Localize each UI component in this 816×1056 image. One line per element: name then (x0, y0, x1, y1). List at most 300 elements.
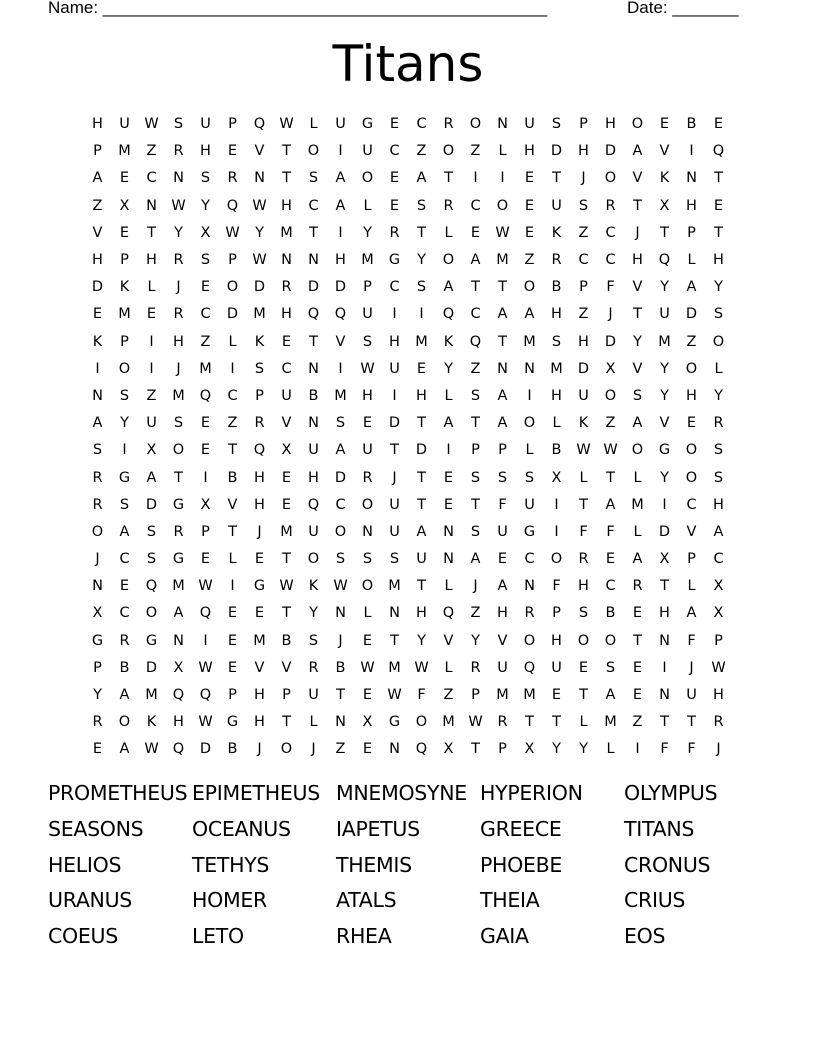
grid-letter: J (257, 523, 262, 540)
grid-letter: M (442, 714, 455, 731)
grid-letter: R (443, 116, 454, 133)
grid-letter: P (228, 252, 237, 269)
grid-letter: E (416, 360, 427, 377)
grid-letter: N (308, 360, 319, 377)
grid-letter: R (389, 224, 400, 241)
grid-letter: X (524, 741, 535, 758)
grid-letter: N (92, 578, 103, 595)
grid-letter: D (550, 143, 563, 160)
grid-letter: W (468, 714, 483, 731)
grid-letter: A (119, 741, 130, 758)
grid-letter: I (203, 632, 208, 649)
grid-letter: H (605, 116, 616, 133)
word-bank-item: CRONUS (624, 852, 711, 877)
grid-letter: O (226, 279, 239, 296)
grid-letter: U (686, 687, 697, 704)
grid-letter: D (145, 496, 158, 513)
grid-letter: C (713, 551, 724, 568)
grid-letter: N (254, 170, 265, 187)
grid-letter: C (686, 496, 697, 513)
word-bank-item: TITANS (624, 816, 695, 841)
grid-letter: E (389, 170, 400, 187)
grid-letter: V (254, 143, 265, 160)
grid-letter: S (416, 279, 427, 296)
grid-letter: U (578, 387, 589, 404)
grid-letter: Q (658, 252, 671, 269)
word-bank-item: OLYMPUS (624, 781, 718, 805)
grid-letter: A (497, 306, 508, 323)
grid-letter: H (254, 496, 265, 513)
grid-letter: R (92, 469, 103, 486)
grid-letter: D (577, 360, 590, 377)
grid-letter: C (578, 252, 589, 269)
grid-letter: E (632, 605, 643, 622)
word-bank-item: PROMETHEUS (48, 781, 188, 805)
word-bank-item: LETO (192, 924, 244, 949)
grid-letter: K (443, 333, 454, 350)
grid-letter: T (444, 170, 453, 187)
grid-letter: R (173, 143, 184, 160)
grid-letter: N (308, 252, 319, 269)
grid-letter: T (390, 442, 399, 459)
word-bank-item: GREECE (480, 816, 562, 841)
grid-letter: S (254, 360, 265, 377)
grid-letter: V (443, 632, 454, 649)
grid-letter: Z (146, 143, 157, 160)
grid-letter: N (335, 714, 346, 731)
grid-letter: S (524, 469, 535, 486)
grid-letter: X (443, 741, 454, 758)
grid-letter: L (444, 387, 453, 404)
grid-letter: G (172, 496, 185, 513)
grid-letter: L (579, 714, 588, 731)
grid-letter: U (308, 687, 319, 704)
grid-letter: N (146, 197, 157, 214)
grid-letter: O (631, 116, 644, 133)
grid-letter: D (145, 659, 158, 676)
grid-letter: W (387, 687, 402, 704)
grid-letter: Z (227, 415, 238, 432)
grid-letter: N (173, 170, 184, 187)
grid-letter: W (198, 714, 213, 731)
grid-letter: N (497, 360, 508, 377)
grid-letter: G (388, 714, 401, 731)
grid-letter: U (497, 659, 508, 676)
word-bank-item: SEASONS (48, 816, 144, 841)
grid-row (84, 329, 732, 356)
grid-letter: S (497, 469, 508, 486)
grid-row (84, 383, 732, 410)
grid-letter: T (147, 224, 156, 241)
grid-letter: M (496, 252, 509, 269)
grid-letter: P (201, 523, 210, 540)
grid-letter: T (228, 442, 237, 459)
grid-letter: Z (146, 387, 157, 404)
grid-letter: U (200, 116, 211, 133)
word-search-grid (84, 111, 732, 764)
grid-letter: I (230, 360, 235, 377)
grid-letter: L (147, 279, 156, 296)
grid-letter: N (659, 632, 670, 649)
grid-letter: S (200, 252, 211, 269)
grid-letter: W (279, 116, 294, 133)
grid-letter: I (203, 469, 208, 486)
grid-letter: S (632, 387, 643, 404)
grid-letter: K (254, 333, 265, 350)
grid-letter: E (281, 496, 292, 513)
grid-letter: N (362, 523, 373, 540)
grid-letter: H (632, 252, 643, 269)
grid-letter: E (632, 659, 643, 676)
grid-letter: U (524, 116, 535, 133)
grid-letter: K (146, 714, 157, 731)
grid-letter: Q (469, 333, 482, 350)
grid-letter: R (605, 197, 616, 214)
grid-letter: H (713, 496, 724, 513)
grid-letter: H (281, 306, 292, 323)
grid-letter: S (470, 387, 481, 404)
grid-letter: T (579, 496, 588, 513)
grid-letter: O (685, 442, 698, 459)
grid-letter: R (92, 496, 103, 513)
grid-letter: B (551, 279, 562, 296)
grid-letter: A (497, 415, 508, 432)
grid-letter: P (579, 116, 588, 133)
grid-letter: Z (200, 333, 211, 350)
grid-letter: I (554, 523, 559, 540)
grid-letter: A (632, 551, 643, 568)
grid-letter: S (551, 333, 562, 350)
grid-row (84, 410, 732, 437)
grid-letter: Z (686, 333, 697, 350)
word-bank-item: PHOEBE (480, 852, 563, 877)
grid-letter: W (279, 578, 294, 595)
grid-letter: E (713, 116, 724, 133)
page-title: Titans (332, 35, 484, 93)
grid-letter: C (605, 224, 616, 241)
grid-letter: B (227, 741, 238, 758)
grid-letter: S (308, 632, 319, 649)
grid-letter: Y (255, 224, 264, 241)
grid-letter: S (470, 469, 481, 486)
grid-letter: H (416, 605, 427, 622)
grid-letter: T (282, 551, 291, 568)
grid-letter: H (686, 387, 697, 404)
grid-letter: S (470, 523, 481, 540)
grid-letter: H (578, 578, 589, 595)
grid-letter: A (92, 170, 103, 187)
grid-letter: R (524, 605, 535, 622)
grid-row (84, 464, 732, 491)
grid-letter: E (119, 170, 130, 187)
grid-letter: D (604, 333, 617, 350)
grid-letter: N (92, 387, 103, 404)
grid-letter: O (118, 360, 131, 377)
grid-letter: D (334, 279, 347, 296)
grid-letter: S (335, 551, 346, 568)
grid-letter: H (551, 306, 562, 323)
grid-letter: Y (444, 360, 453, 377)
grid-letter: S (605, 659, 616, 676)
grid-letter: X (659, 197, 670, 214)
grid-letter: O (361, 578, 374, 595)
grid-letter: W (144, 741, 159, 758)
grid-letter: A (443, 279, 454, 296)
grid-letter: H (173, 714, 184, 731)
grid-letter: H (713, 687, 724, 704)
grid-letter: U (362, 143, 373, 160)
grid-letter: W (252, 197, 267, 214)
grid-letter: V (254, 659, 265, 676)
word-bank-item: RHEA (336, 924, 392, 949)
grid-letter: C (416, 116, 427, 133)
date-field-label: Date: _______ (627, 0, 739, 17)
grid-letter: L (228, 333, 237, 350)
grid-row (84, 682, 732, 709)
grid-letter: A (686, 605, 697, 622)
grid-letter: W (360, 360, 375, 377)
grid-letter: R (632, 578, 643, 595)
grid-letter: B (335, 659, 346, 676)
grid-letter: N (443, 523, 454, 540)
grid-letter: L (228, 551, 237, 568)
grid-letter: E (200, 415, 211, 432)
grid-letter: Y (552, 741, 561, 758)
grid-letter: Z (335, 741, 346, 758)
grid-letter: R (92, 714, 103, 731)
grid-letter: O (685, 360, 698, 377)
grid-letter: J (176, 279, 181, 296)
grid-letter: H (92, 116, 103, 133)
grid-letter: Q (415, 741, 428, 758)
grid-letter: O (172, 442, 185, 459)
grid-letter: U (389, 523, 400, 540)
grid-letter: A (119, 523, 130, 540)
grid-letter: H (497, 605, 508, 622)
grid-letter: H (92, 252, 103, 269)
grid-letter: H (389, 333, 400, 350)
grid-letter: M (658, 333, 671, 350)
grid-letter: I (500, 170, 505, 187)
grid-row (84, 709, 732, 736)
grid-row (84, 111, 732, 138)
grid-letter: A (497, 578, 508, 595)
word-bank-item: THEMIS (336, 852, 412, 877)
grid-letter: C (524, 551, 535, 568)
grid-letter: J (635, 224, 640, 241)
grid-letter: Y (417, 252, 426, 269)
grid-letter: X (713, 578, 724, 595)
grid-letter: N (659, 687, 670, 704)
name-field-label: Name: _______________________________________________ (48, 0, 548, 17)
grid-letter: M (604, 714, 617, 731)
grid-letter: R (173, 523, 184, 540)
grid-letter: Q (442, 306, 455, 323)
grid-letter: Y (714, 387, 723, 404)
grid-letter: T (498, 279, 507, 296)
grid-letter: G (523, 523, 536, 540)
grid-letter: F (579, 523, 588, 540)
grid-letter: Y (471, 632, 480, 649)
word-bank-item: HYPERION (480, 781, 583, 805)
grid-letter: J (311, 741, 316, 758)
grid-letter: U (119, 116, 130, 133)
grid-letter: S (713, 469, 724, 486)
grid-letter: T (417, 578, 426, 595)
grid-letter: S (362, 333, 373, 350)
grid-letter: G (658, 442, 671, 459)
grid-letter: S (146, 523, 157, 540)
grid-letter: O (361, 496, 374, 513)
grid-letter: C (470, 197, 481, 214)
grid-letter: X (200, 224, 211, 241)
grid-letter: I (230, 578, 235, 595)
grid-letter: E (362, 415, 373, 432)
grid-row (84, 492, 732, 519)
grid-letter: Q (145, 578, 158, 595)
grid-letter: O (523, 279, 536, 296)
grid-letter: J (338, 632, 343, 649)
grid-letter: E (227, 143, 238, 160)
grid-letter: A (146, 469, 157, 486)
grid-letter: B (227, 469, 238, 486)
grid-letter: Y (363, 224, 372, 241)
grid-letter: M (388, 578, 401, 595)
grid-row (84, 274, 732, 301)
grid-letter: Y (660, 469, 669, 486)
grid-letter: E (659, 116, 670, 133)
grid-letter: I (419, 306, 424, 323)
grid-letter: U (551, 659, 562, 676)
grid-letter: M (550, 360, 563, 377)
grid-letter: L (525, 442, 534, 459)
grid-letter: H (551, 387, 562, 404)
word-bank-item: ATALS (336, 888, 397, 913)
grid-letter: Z (470, 605, 481, 622)
word-bank-item: URANUS (48, 888, 132, 913)
grid-letter: D (604, 143, 617, 160)
grid-letter: H (200, 143, 211, 160)
grid-letter: P (228, 687, 237, 704)
grid-letter: E (227, 659, 238, 676)
grid-letter: R (551, 252, 562, 269)
grid-letter: P (93, 143, 102, 160)
grid-letter: Y (660, 360, 669, 377)
grid-letter: U (389, 360, 400, 377)
grid-letter: C (227, 387, 238, 404)
grid-letter: E (389, 197, 400, 214)
grid-letter: E (119, 578, 130, 595)
grid-row (84, 138, 732, 165)
grid-letter: T (552, 170, 561, 187)
grid-letter: A (605, 496, 616, 513)
grid-letter: P (579, 279, 588, 296)
grid-letter: I (554, 496, 559, 513)
grid-letter: T (336, 687, 345, 704)
word-bank-item: EOS (624, 924, 666, 949)
grid-letter: T (471, 741, 480, 758)
grid-letter: L (579, 469, 588, 486)
grid-letter: P (687, 224, 696, 241)
grid-letter: T (282, 605, 291, 622)
grid-letter: E (551, 687, 562, 704)
word-bank-item: IAPETUS (336, 816, 420, 841)
grid-letter: E (524, 170, 535, 187)
grid-letter: W (576, 442, 591, 459)
grid-letter: C (389, 143, 400, 160)
grid-letter: V (92, 224, 103, 241)
grid-letter: L (498, 143, 507, 160)
grid-letter: A (335, 442, 346, 459)
grid-letter: I (338, 143, 343, 160)
grid-letter: T (471, 415, 480, 432)
grid-letter: T (552, 714, 561, 731)
grid-letter: N (524, 578, 535, 595)
grid-letter: H (146, 252, 157, 269)
grid-letter: T (309, 224, 318, 241)
grid-letter: O (280, 741, 293, 758)
grid-letter: H (578, 143, 589, 160)
grid-letter: Q (442, 605, 455, 622)
word-bank-item: GAIA (480, 924, 529, 949)
grid-letter: S (578, 605, 589, 622)
grid-letter: F (417, 687, 426, 704)
grid-letter: S (92, 442, 103, 459)
grid-letter: A (92, 415, 103, 432)
grid-letter: W (414, 659, 429, 676)
grid-letter: D (334, 469, 347, 486)
grid-letter: F (606, 279, 615, 296)
grid-row (84, 165, 732, 192)
grid-letter: I (149, 333, 154, 350)
grid-letter: Q (172, 741, 185, 758)
grid-letter: L (633, 469, 642, 486)
grid-letter: M (199, 360, 212, 377)
grid-letter: O (442, 143, 455, 160)
grid-letter: T (417, 496, 426, 513)
grid-letter: X (605, 360, 616, 377)
grid-letter: R (173, 306, 184, 323)
grid-letter: G (226, 714, 239, 731)
grid-letter: I (527, 387, 532, 404)
grid-letter: E (200, 551, 211, 568)
grid-letter: E (92, 306, 103, 323)
grid-letter: S (200, 170, 211, 187)
grid-letter: D (253, 279, 266, 296)
grid-letter: F (498, 496, 507, 513)
grid-letter: P (120, 333, 129, 350)
grid-letter: Z (524, 252, 535, 269)
grid-letter: V (335, 333, 346, 350)
grid-row (84, 220, 732, 247)
grid-letter: X (551, 469, 562, 486)
grid-letter: V (227, 496, 238, 513)
grid-row (84, 573, 732, 600)
grid-letter: C (605, 252, 616, 269)
grid-letter: R (497, 714, 508, 731)
grid-letter: O (91, 523, 104, 540)
grid-letter: O (415, 714, 428, 731)
grid-letter: C (605, 578, 616, 595)
grid-letter: Q (253, 116, 266, 133)
grid-letter: M (145, 687, 158, 704)
grid-letter: A (335, 197, 346, 214)
grid-letter: L (444, 578, 453, 595)
grid-letter: T (417, 224, 426, 241)
grid-letter: W (198, 659, 213, 676)
grid-letter: J (716, 741, 721, 758)
grid-letter: Z (578, 306, 589, 323)
